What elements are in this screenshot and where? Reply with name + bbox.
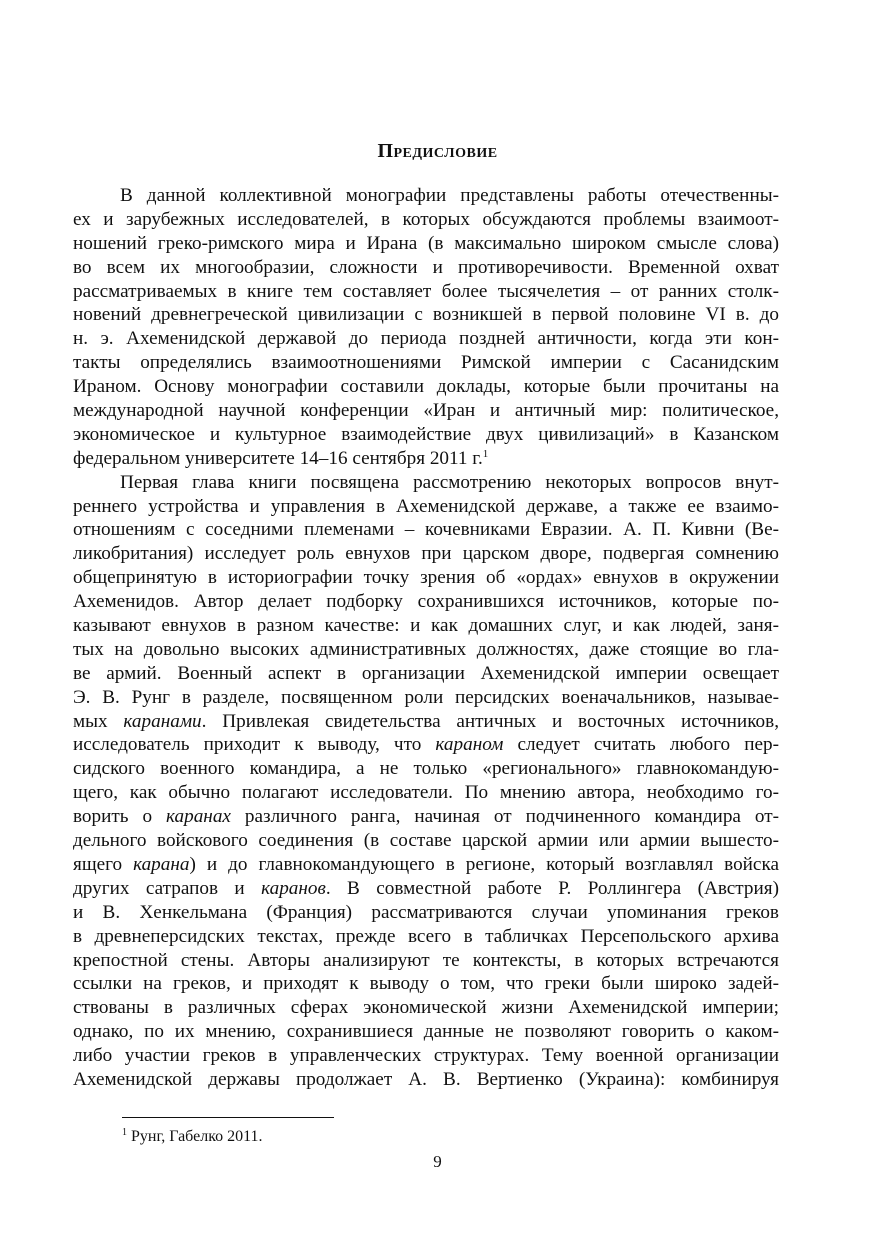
page-number: 9 [433, 1152, 442, 1171]
paragraph-1 [73, 184, 779, 471]
text-line: в древнеперсидских текстах, прежде всего в табличках Персепольского архива [73, 925, 779, 947]
text-line: ссылки на греков, и приходят к выводу о том, что греки были широко задей- [73, 973, 779, 995]
footnote-number: 1 [122, 1127, 127, 1138]
text-line: крепостной стены. Авторы анализируют те контексты, в которых встречаются [73, 949, 779, 971]
text-line: однако, по их мнению, сохранившиеся данные не позволяют говорить о каком- [73, 1021, 779, 1043]
italic-term: каранах [166, 806, 231, 828]
text-line: дельного войскового соединения (в составе царской армии или армии вышесто- [73, 830, 779, 852]
text-line: и В. Хенкельмана (Франция) рассматриваются случаи упоминания греков [73, 901, 779, 923]
italic-term: карана [133, 853, 190, 875]
text-segment: следует считать любого пер- [503, 734, 779, 756]
text-line: рассматриваемых в книге тем составляет более тысячелетия – от ранних столк- [73, 280, 779, 302]
text-line: В данной коллективной монографии представлены работы отечественны- [120, 185, 779, 206]
footnote [122, 1127, 263, 1147]
text-line: Ахеменидской державы продолжает А. В. Вертиенко (Украина): комбинируя [73, 1068, 779, 1090]
footnote-divider [122, 1117, 334, 1118]
text-segment: ворить о [73, 806, 167, 828]
text-line: Ираном. Основу монографии составили доклады, которые были прочитаны на [73, 376, 779, 398]
text-line: международной научной конференции «Иран и античный мир: политическое, [73, 400, 779, 422]
main-text [73, 184, 779, 1092]
text-line: экономическое и культурное взаимодействие двух цивилизаций» в Казанском [73, 423, 779, 445]
text-segment: ящего [73, 853, 134, 875]
text-line: общепринятую в историографии точку зрения об «ордах» евнухов в окружении [73, 567, 779, 589]
text-segment: мых [73, 710, 124, 732]
text-line [73, 733, 779, 757]
text-line [73, 710, 779, 734]
text-line: казывают евнухов в разном качестве: и как домашних слуг, и как людей, заня- [73, 615, 779, 637]
text-line: Первая глава книги посвящена рассмотрению некоторых вопросов внут- [120, 471, 779, 493]
text-line: ех и зарубежных исследователей, в которых обсуждаются проблемы взаимоот- [73, 208, 779, 230]
text-line: такты определялись взаимоотношениями Римской империи с Сасанидским [73, 352, 779, 374]
text-segment: других сатрапов и [73, 877, 262, 899]
text-segment: исследователь приходит к выводу, что [73, 734, 436, 756]
text-line: тых на довольно высоких административных должностях, даже стоящие во гла- [73, 638, 779, 660]
text-line: сидского военного командира, а не только «регионального» главнокомандую- [73, 758, 779, 780]
text-segment: . В совместной работе Р. Роллингера (Австрия) [325, 877, 779, 899]
text-line: ствованы в различных сферах экономической жизни Ахеменидской империи; [73, 997, 779, 1019]
footnote-text: Рунг, Габелко 2011. [131, 1128, 263, 1145]
text-line: новений древнегреческой цивилизации с возникшей в первой половине VI в. до [73, 304, 779, 326]
italic-term: каранами [123, 710, 202, 732]
text-line-with-note [73, 447, 779, 471]
text-line [73, 853, 779, 877]
text-segment: . Привлекая свидетельства античных и восточных источников, [201, 710, 779, 732]
text-line: либо участии греков в управленческих структурах. Тему военной организации [73, 1045, 779, 1067]
text-line [73, 877, 779, 901]
text-line: ношений греко-римского мира и Ирана (в максимально широком смысле слова) [73, 232, 779, 254]
text-segment: ) и до главнокомандующего в регионе, который возглавлял войска [189, 853, 779, 875]
page-title: Предисловие [377, 140, 498, 162]
text-line: н. э. Ахеменидской державой до периода поздней античности, когда эти кон- [73, 328, 779, 350]
text-line: Ахеменидов. Автор делает подборку сохранившихся источников, которые по- [73, 591, 779, 613]
italic-term: каранов [261, 877, 326, 899]
text-line: во всем их многообразии, сложности и противоречивости. Временной охват [73, 256, 779, 278]
text-segment: различного ранга, начиная от подчиненного командира от- [230, 806, 779, 828]
text-line: отношениям с соседними племенами – кочевниками Евразии. А. П. Кивни (Ве- [73, 519, 779, 541]
text-segment: федеральном университете 14–16 сентября 2011 г. [73, 447, 483, 469]
italic-term: караном [435, 734, 504, 756]
text-line: ве армий. Военный аспект в организации Ахеменидской империи освещает [73, 662, 779, 684]
text-line: щего, как обычно полагают исследователи. По мнению автора, необходимо го- [73, 782, 779, 804]
text-line [73, 805, 779, 829]
paragraph-2 [73, 471, 779, 1092]
text-line: ликобритания) исследует роль евнухов при царском дворе, подвергая сомнению [73, 543, 779, 565]
text-line: Э. В. Рунг в разделе, посвященном роли персидских военачальников, называе- [73, 686, 779, 708]
footnote-reference[interactable]: 1 [482, 447, 489, 460]
text-line: реннего устройства и управления в Ахеменидской державе, а также ее взаимо- [73, 495, 779, 517]
